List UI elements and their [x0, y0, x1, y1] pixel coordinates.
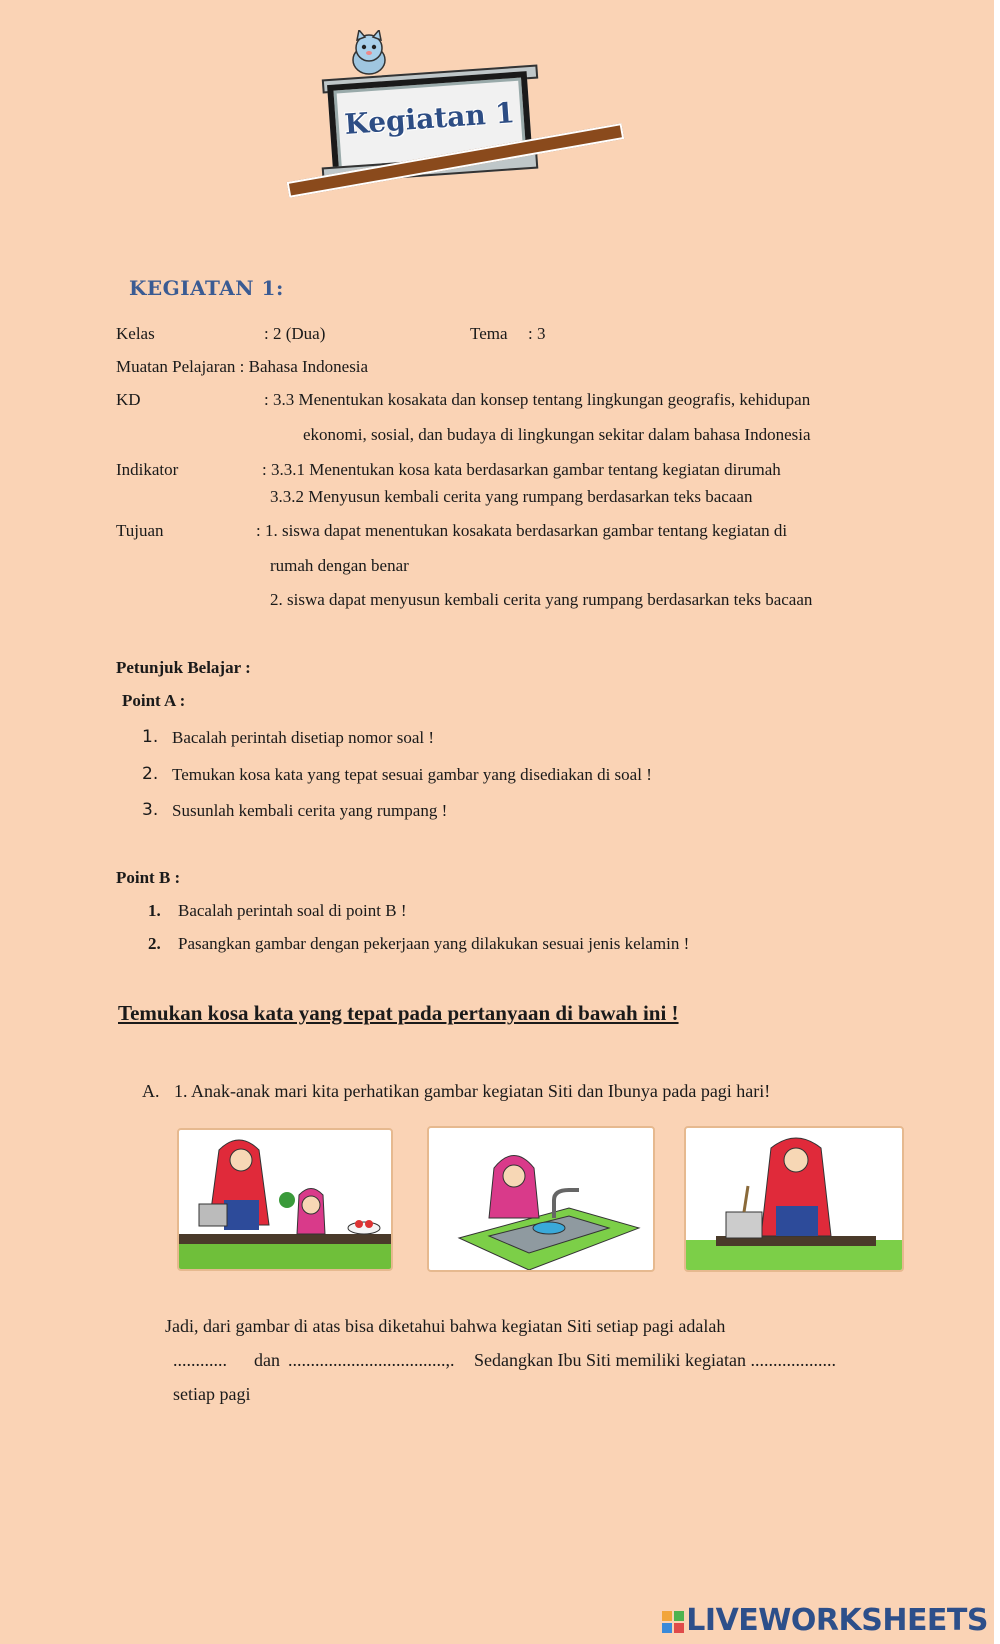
- answer-line-1: Jadi, dari gambar di atas bisa diketahui bahwa kegiatan Siti setiap pagi adalah: [165, 1316, 726, 1336]
- answer-blank-1[interactable]: ............: [173, 1350, 227, 1370]
- tujuan-line-1: : 1. siswa dapat menentukan kosakata berdasarkan gambar tentang kegiatan di: [256, 521, 788, 540]
- logo-text: LIVEWORKSHEETS: [686, 1603, 988, 1638]
- tema-label: Tema: [470, 324, 508, 343]
- section-heading: KEGIATAN 1:: [129, 276, 284, 300]
- kd-line-1: : 3.3 Menentukan kosakata dan konsep tentang lingkungan geografis, kehidupan: [264, 390, 811, 409]
- point-b-item: Bacalah perintah soal di point B !: [178, 901, 407, 920]
- answer-line-2-rest: Sedangkan Ibu Siti memiliki kegiatan ...................: [474, 1350, 836, 1370]
- kelas-label: Kelas: [116, 324, 155, 343]
- board-title: Kegiatan 1: [343, 96, 516, 141]
- picture-child-washing-dishes: [427, 1126, 655, 1272]
- tema-value: : 3: [528, 324, 546, 343]
- point-a-item: Susunlah kembali cerita yang rumpang !: [172, 801, 448, 820]
- indikator-label: Indikator: [116, 460, 179, 479]
- point-a-number: 2.: [142, 764, 159, 784]
- indikator-line-1: : 3.3.1 Menentukan kosa kata berdasarkan gambar tentang kegiatan dirumah: [262, 460, 781, 479]
- question-text: 1. Anak-anak mari kita perhatikan gambar kegiatan Siti dan Ibunya pada pagi hari!: [174, 1081, 771, 1101]
- liveworksheets-mark-icon: [662, 1611, 684, 1633]
- page-edge: [994, 0, 1000, 1644]
- tujuan-line-3: 2. siswa dapat menyusun kembali cerita yang rumpang berdasarkan teks bacaan: [270, 590, 813, 609]
- point-a-title: Point A :: [122, 691, 186, 710]
- point-b-number: 2.: [148, 934, 161, 953]
- point-b-number: 1.: [148, 901, 161, 920]
- point-a-number: 3.: [142, 800, 159, 820]
- picture-mother-child-cooking: [177, 1128, 393, 1271]
- question-label: A.: [142, 1081, 160, 1101]
- kd-label: KD: [116, 390, 141, 409]
- answer-blank-2[interactable]: ...................................,.: [288, 1350, 455, 1370]
- point-a-number: 1.: [142, 727, 159, 747]
- task-title: Temukan kosa kata yang tepat pada pertanyaan di bawah ini !: [118, 1001, 679, 1025]
- liveworksheets-logo[interactable]: [662, 1603, 988, 1638]
- cat-illustration: [345, 30, 393, 76]
- tujuan-line-2: rumah dengan benar: [270, 556, 409, 575]
- picture-mother-cooking: [684, 1126, 904, 1272]
- kelas-value: : 2 (Dua): [264, 324, 326, 343]
- tujuan-label: Tujuan: [116, 521, 164, 540]
- muatan-pelajaran: Muatan Pelajaran : Bahasa Indonesia: [116, 357, 369, 376]
- indikator-line-2: 3.3.2 Menyusun kembali cerita yang rumpang berdasarkan teks bacaan: [270, 487, 753, 506]
- point-a-item: Bacalah perintah disetiap nomor soal !: [172, 728, 434, 747]
- point-a-item: Temukan kosa kata yang tepat sesuai gambar yang disediakan di soal !: [172, 765, 652, 784]
- point-b-item: Pasangkan gambar dengan pekerjaan yang dilakukan sesuai jenis kelamin !: [178, 934, 690, 953]
- point-b-title: Point B :: [116, 868, 181, 887]
- kd-line-2: ekonomi, sosial, dan budaya di lingkungan sekitar dalam bahasa Indonesia: [303, 425, 811, 444]
- petunjuk-title: Petunjuk Belajar :: [116, 658, 251, 677]
- answer-line-3: setiap pagi: [173, 1384, 251, 1404]
- answer-dan: dan: [254, 1350, 280, 1370]
